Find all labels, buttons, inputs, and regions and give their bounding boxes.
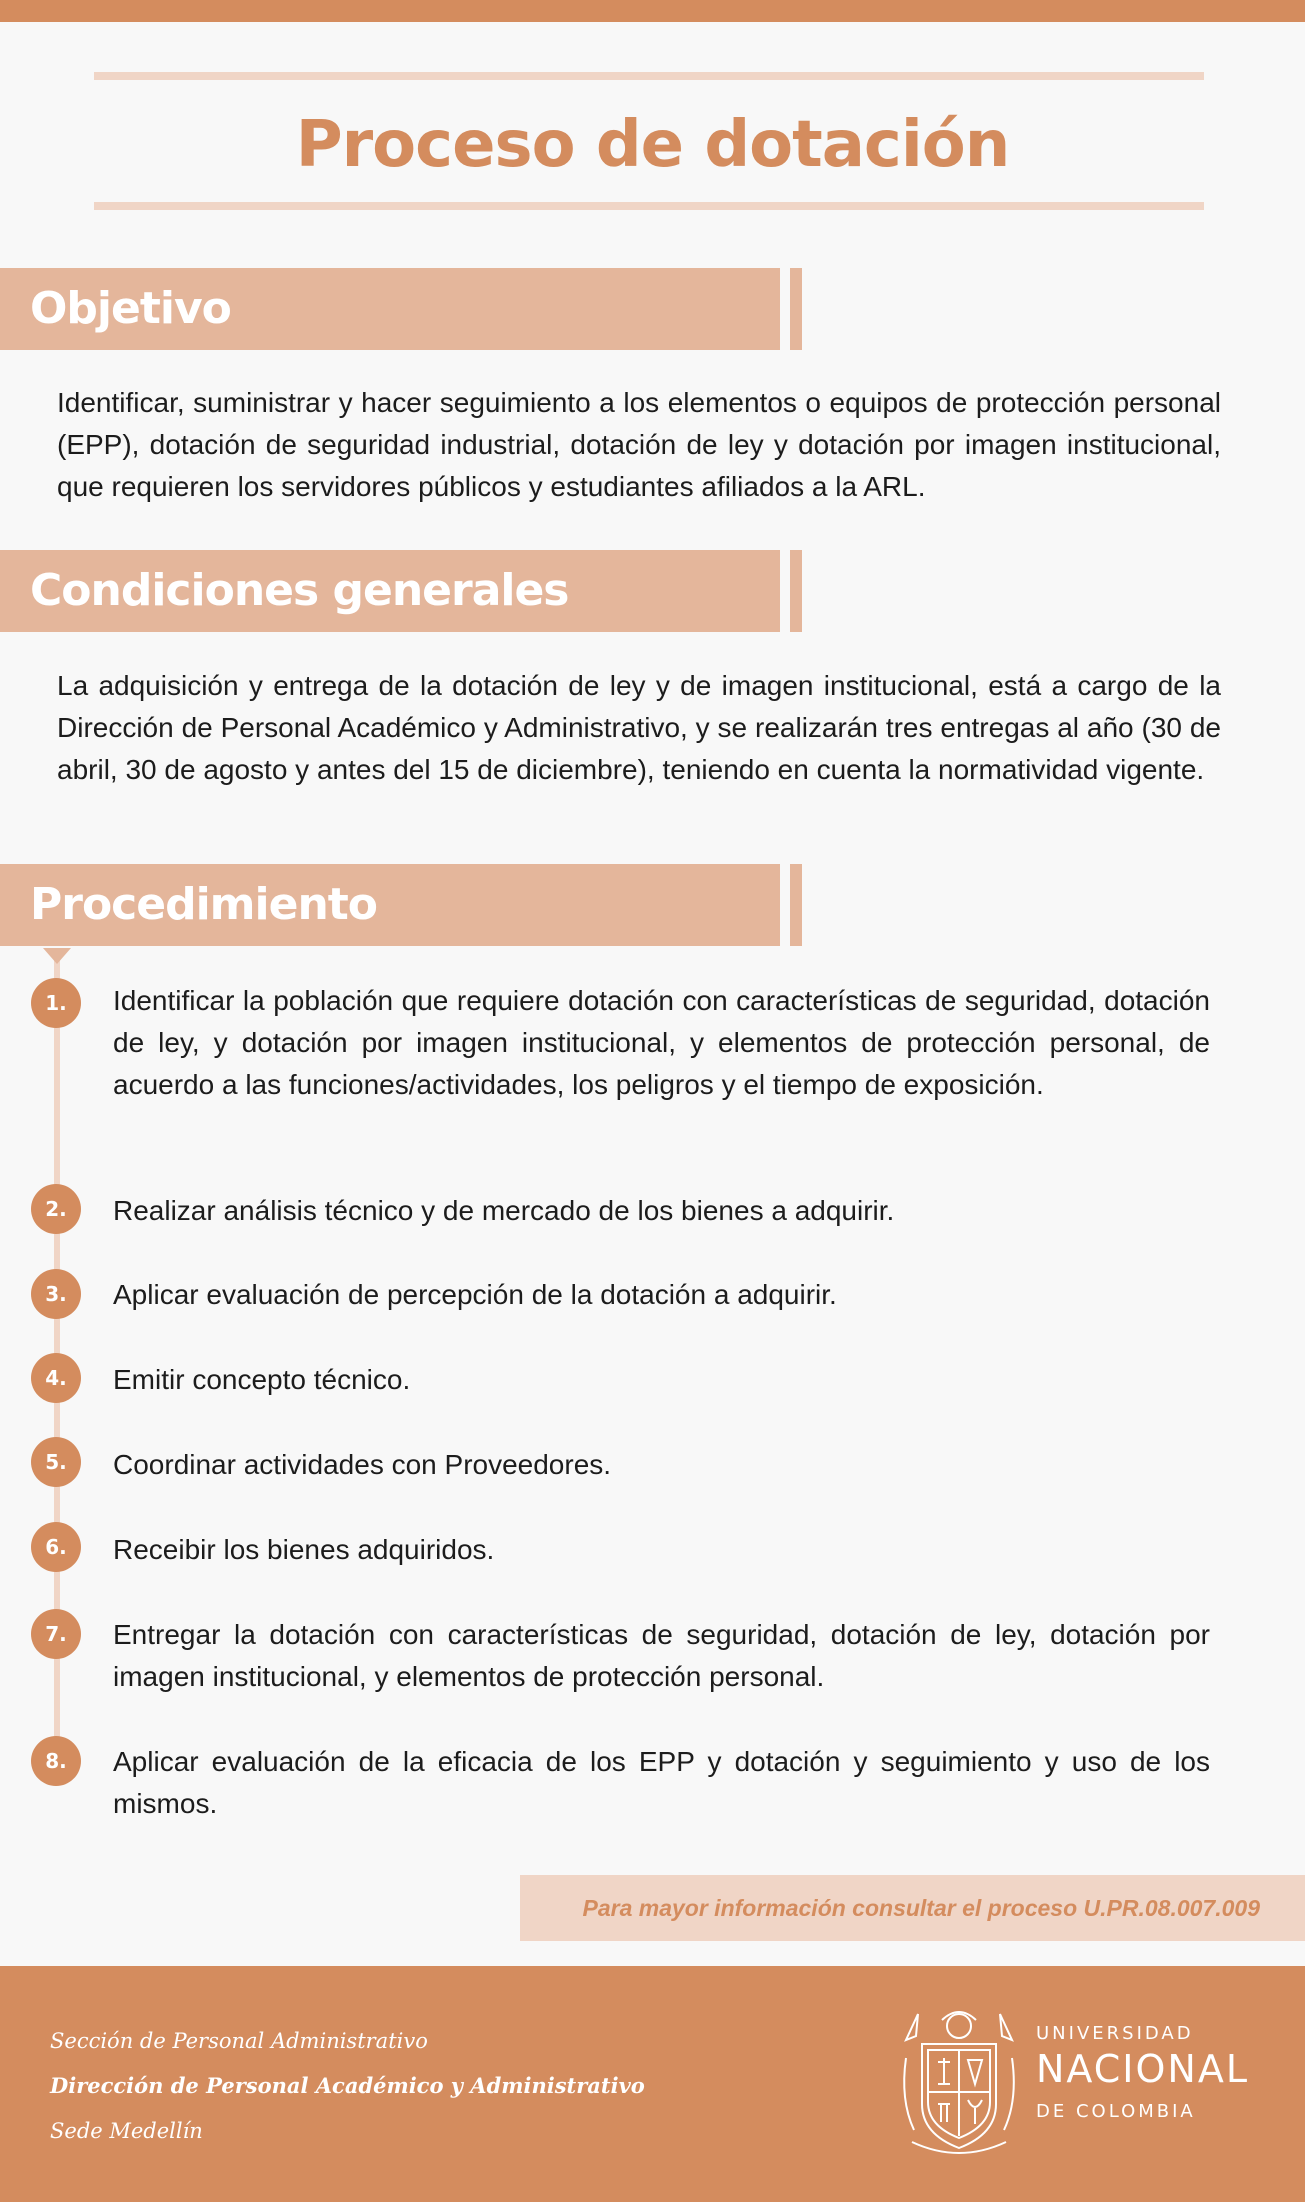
- band-edge: [790, 268, 802, 350]
- timeline-pointer: [43, 948, 71, 964]
- step-number: 7.: [31, 1609, 81, 1659]
- objetivo-text: Identificar, suministrar y hacer seguimiento a los elementos o equipos de protección personal (EPP), dotación de seguridad industrial, dotación de ley y dotación por imagen institucional, que requieren los servidores públicos y estudiantes afiliados a la ARL.: [57, 387, 1221, 502]
- title-rule-top: [94, 72, 1204, 80]
- step-number: 4.: [31, 1353, 81, 1403]
- step-text: Entregar la dotación con características de seguridad, dotación de ley, dotación por imagen institucional, y elementos de protección personal.: [113, 1619, 1210, 1692]
- university-crest-icon: [898, 2000, 1020, 2160]
- section-heading-procedimiento: Procedimiento: [30, 879, 378, 930]
- band-gap: [780, 550, 790, 632]
- page-title: Proceso de dotación: [295, 108, 1010, 182]
- band-edge: [790, 864, 802, 946]
- step-text: Realizar análisis técnico y de mercado de los bienes a adquirir.: [113, 1195, 895, 1226]
- step-number: 8.: [31, 1736, 81, 1786]
- band-gap: [780, 864, 790, 946]
- step-text: Aplicar evaluación de percepción de la dotación a adquirir.: [113, 1279, 837, 1310]
- top-strip: [0, 0, 1305, 22]
- step-number: 3.: [31, 1269, 81, 1319]
- step-text: Emitir concepto técnico.: [113, 1364, 411, 1395]
- band-edge: [790, 550, 802, 632]
- section-heading-objetivo: Objetivo: [30, 283, 231, 334]
- footer-direction-name: Dirección de Personal Académico y Administrativo: [50, 2073, 645, 2098]
- step-text: Receibir los bienes adquiridos.: [113, 1534, 495, 1565]
- logo-nacional: NACIONAL: [1036, 2047, 1249, 2091]
- step-text: Coordinar actividades con Proveedores.: [113, 1449, 612, 1480]
- footer-section-name: Sección de Personal Administrativo: [50, 2029, 428, 2053]
- band-gap: [780, 268, 790, 350]
- logo-universidad: UNIVERSIDAD: [1036, 2023, 1194, 2044]
- step-number: 2.: [31, 1184, 81, 1234]
- more-info-banner: Para mayor información consultar el proceso U.PR.08.007.009: [520, 1875, 1305, 1941]
- step-number: 6.: [31, 1522, 81, 1572]
- section-heading-condiciones: Condiciones generales: [30, 565, 569, 616]
- title-rule-bottom: [94, 202, 1204, 210]
- step-text: Identificar la población que requiere dotación con características de seguridad, dotación de ley, y dotación por imagen institucional, y elementos de protección personal, de acuerdo a las funciones/actividades, los peligros y el tiempo de exposición.: [113, 985, 1210, 1100]
- step-text: Aplicar evaluación de la eficacia de los EPP y dotación y seguimiento y uso de los mismos.: [113, 1746, 1210, 1819]
- footer-sede: Sede Medellín: [50, 2119, 203, 2143]
- step-number: 1.: [31, 978, 81, 1028]
- logo-de-colombia: DE COLOMBIA: [1036, 2101, 1196, 2122]
- step-number: 5.: [31, 1437, 81, 1487]
- condiciones-text: La adquisición y entrega de la dotación de ley y de imagen institucional, está a cargo de la Dirección de Personal Académico y Administrativo, y se realizarán tres entregas al año (30 de abril, 30 de agosto y antes del 15 de diciembre), teniendo en cuenta la normatividad vigente.: [57, 670, 1221, 785]
